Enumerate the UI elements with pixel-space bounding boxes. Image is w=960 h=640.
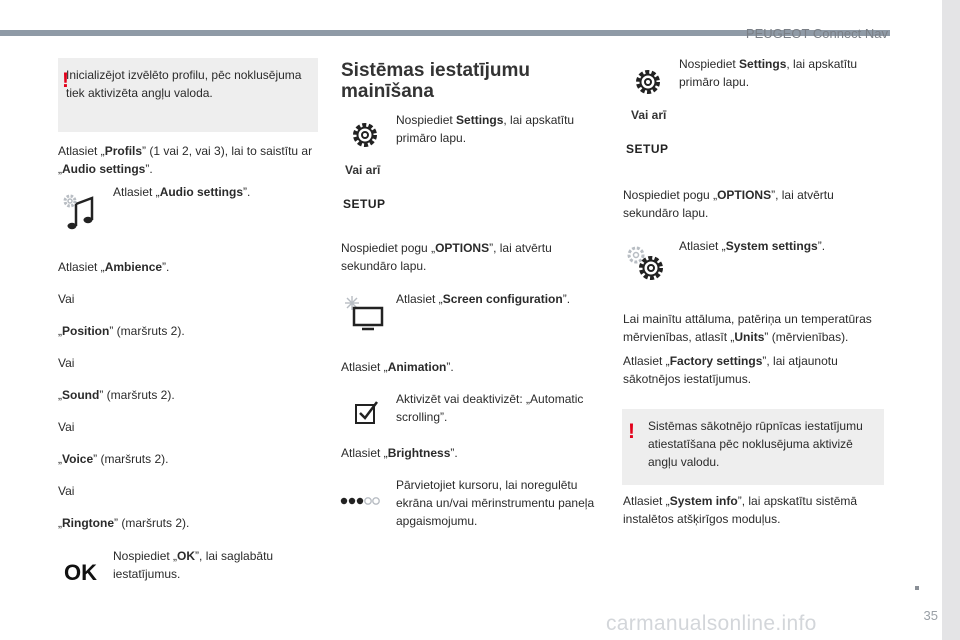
screen-configuration-icon [344, 296, 384, 332]
ambience-text: Atlasiet „Ambience”. [58, 260, 170, 274]
settings-gear-icon [350, 120, 380, 150]
ok-button-label: OK [64, 560, 97, 585]
options-text: Nospiediet pogu „OPTIONS”, lai atvērtu sekundāro lapu. [341, 241, 552, 273]
system-settings-gears-icon [625, 244, 667, 282]
setup-button-label: SETUP [626, 142, 669, 156]
brightness-text: Atlasiet „Brightness”. [341, 446, 458, 460]
ringtone-text: „Ringtone” (maršruts 2). [58, 516, 190, 530]
audio-settings-icon [60, 192, 100, 232]
position-text: „Position” (maršruts 2). [58, 324, 185, 338]
or-also-text: Vai arī [345, 163, 381, 177]
press-settings-text: Nospiediet Settings, lai apskatītu primāro lapu. [396, 113, 575, 145]
warning-text: Sistēmas sākotnējo rūpnīcas iestatījumu atiestatīšana pēc noklusējuma aktivizē angļu valodu. [648, 419, 863, 469]
or-text: Vai [58, 420, 75, 434]
factory-settings-text: Atlasiet „Factory settings”, lai atjaunotu sākotnējos iestatījumus. [623, 354, 838, 386]
warning-icon: ! [62, 69, 69, 92]
warning-icon: ! [628, 420, 635, 443]
setup-button-label: SETUP [343, 197, 386, 211]
or-text: Vai [58, 484, 75, 498]
units-text: Lai mainītu attāluma, patēriņa un temperatūras mērvienības, atlasīt „Units” (mērvienības). [623, 312, 872, 344]
page-number: 35 [923, 608, 938, 623]
continue-mark [915, 586, 919, 590]
voice-text: „Voice” (maršruts 2). [58, 452, 169, 466]
system-settings-text: Atlasiet „System settings”. [679, 239, 826, 253]
section-title: Sistēmas iestatījumu mainīšana [341, 60, 531, 102]
or-also-text: Vai arī [631, 108, 667, 122]
watermark: carmanualsonline.info [606, 612, 817, 635]
slider-dots-icon [340, 495, 380, 507]
running-header: PEUGEOT Connect Nav [745, 26, 888, 41]
ok-text: Nospiediet „OK”, lai saglabātu iestatījumus. [113, 549, 274, 581]
settings-gear-icon [633, 67, 663, 97]
press-settings-text: Nospiediet Settings, lai apskatītu primāro lapu. [679, 57, 858, 89]
warning-box-factory [622, 409, 884, 485]
sound-text: „Sound” (maršruts 2). [58, 388, 175, 402]
animation-text: Atlasiet „Animation”. [341, 360, 454, 374]
system-info-text: Atlasiet „System info”, lai apskatītu sistēmā instalētos atšķirīgos moduļus. [623, 494, 858, 526]
autoscroll-text: Aktivizēt vai deaktivizēt: „Automatic scrolling”. [396, 392, 584, 424]
cursor-text: Pārvietojiet kursoru, lai noregulētu ekrāna un/vai mērinstrumentu paneļa apgaismojumu. [396, 478, 595, 528]
warning-text: Inicializējot izvēlēto profilu, pēc noklusējuma tiek aktivizēta angļu valoda. [66, 68, 302, 100]
checkbox-icon [355, 400, 379, 424]
side-margin-bar [942, 0, 960, 640]
warning-box-profile [58, 58, 318, 132]
audio-settings-text: Atlasiet „Audio settings”. [113, 185, 251, 199]
screen-configuration-text: Atlasiet „Screen configuration”. [396, 292, 571, 306]
or-text: Vai [58, 292, 75, 306]
or-text: Vai [58, 356, 75, 370]
options-text: Nospiediet pogu „OPTIONS”, lai atvērtu sekundāro lapu. [623, 188, 834, 220]
select-profile-text: Atlasiet „Profils” (1 vai 2, vai 3), lai to saistītu ar „Audio settings”. [58, 144, 313, 176]
